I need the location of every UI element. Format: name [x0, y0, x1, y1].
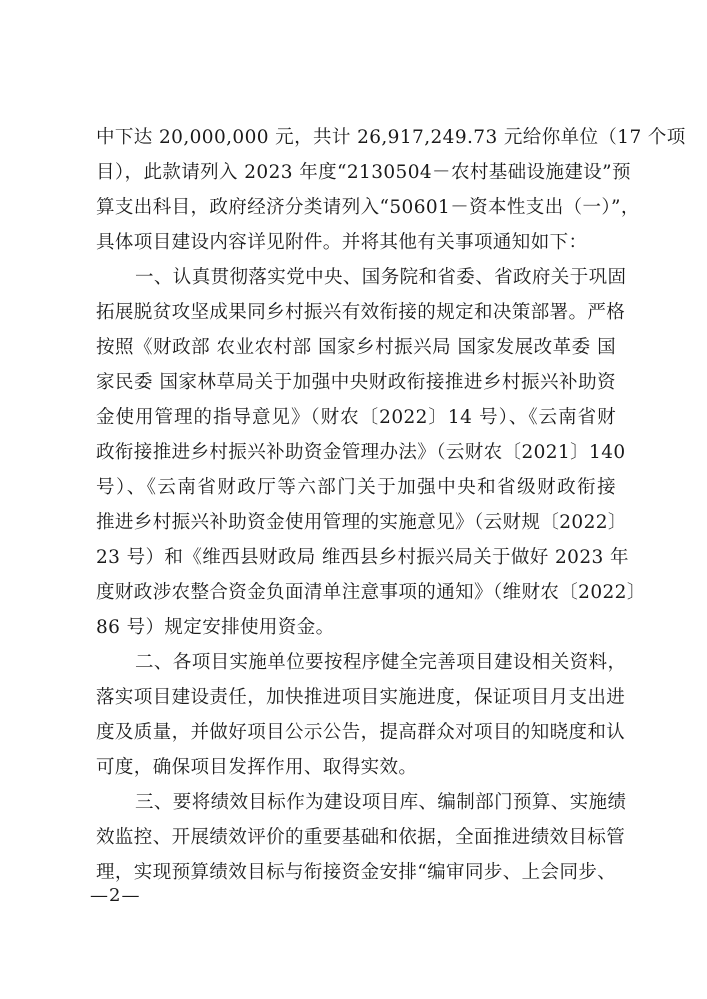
body-line: 度财政涉农整合资金负面清单注意事项的通知》（维财农〔2022〕	[96, 582, 646, 603]
body-line: 度及质量，并做好项目公示公告，提高群众对项目的知晓度和认	[96, 722, 626, 743]
body-line: 号）、《云南省财政厅等六部门关于加强中央和省级财政衔接	[96, 477, 616, 498]
body-line: 政衔接推进乡村振兴补助资金管理办法》（云财农〔2021〕140	[96, 442, 626, 463]
body-line: 拓展脱贫攻坚成果同乡村振兴有效衔接的规定和决策部署。严格	[96, 302, 626, 323]
body-line: 家民委 国家林草局关于加强中央财政衔接推进乡村振兴补助资	[96, 372, 616, 393]
paragraph-2-first-line: 二、各项目实施单位要按程序健全完善项目建设相关资料，	[135, 652, 627, 673]
body-line: 算支出科目，政府经济分类请列入“50601－资本性支出（一）”，	[96, 197, 640, 218]
paragraph-3-first-line: 三、要将绩效目标作为建设项目库、编制部门预算、实施绩	[135, 792, 627, 813]
body-line: 86 号）规定安排使用资金。	[96, 617, 335, 638]
body-line: 落实项目建设责任，加快推进项目实施进度，保证项目月支出进	[96, 687, 626, 708]
body-line: 23 号）和《维西县财政局 维西县乡村振兴局关于做好 2023 年	[96, 547, 629, 568]
body-line: 效监控、开展绩效评价的重要基础和依据，全面推进绩效目标管	[96, 827, 626, 848]
body-line: 目），此款请列入 2023 年度“2130504－农村基础设施建设”预	[96, 162, 631, 183]
page-number: —2—	[90, 885, 141, 906]
body-line: 按照《财政部 农业农村部 国家乡村振兴局 国家发展改革委 国	[96, 337, 616, 358]
body-line: 金使用管理的指导意见》（财农〔2022〕14 号）、《云南省财	[96, 407, 616, 428]
body-line: 理，实现预算绩效目标与衔接资金安排“编审同步、上会同步、	[96, 862, 617, 883]
body-line: 中下达 20,000,000 元，共计 26,917,249.73 元给你单位（17 个项	[96, 127, 686, 148]
body-line: 推进乡村振兴补助资金使用管理的实施意见》（云财规〔2022〕	[96, 512, 627, 533]
body-line: 可度，确保项目发挥作用、取得实效。	[96, 757, 418, 778]
paragraph-1-first-line: 一、认真贯彻落实党中央、国务院和省委、省政府关于巩固	[135, 267, 627, 288]
body-line: 具体项目建设内容详见附件。并将其他有关事项通知如下：	[96, 232, 588, 253]
